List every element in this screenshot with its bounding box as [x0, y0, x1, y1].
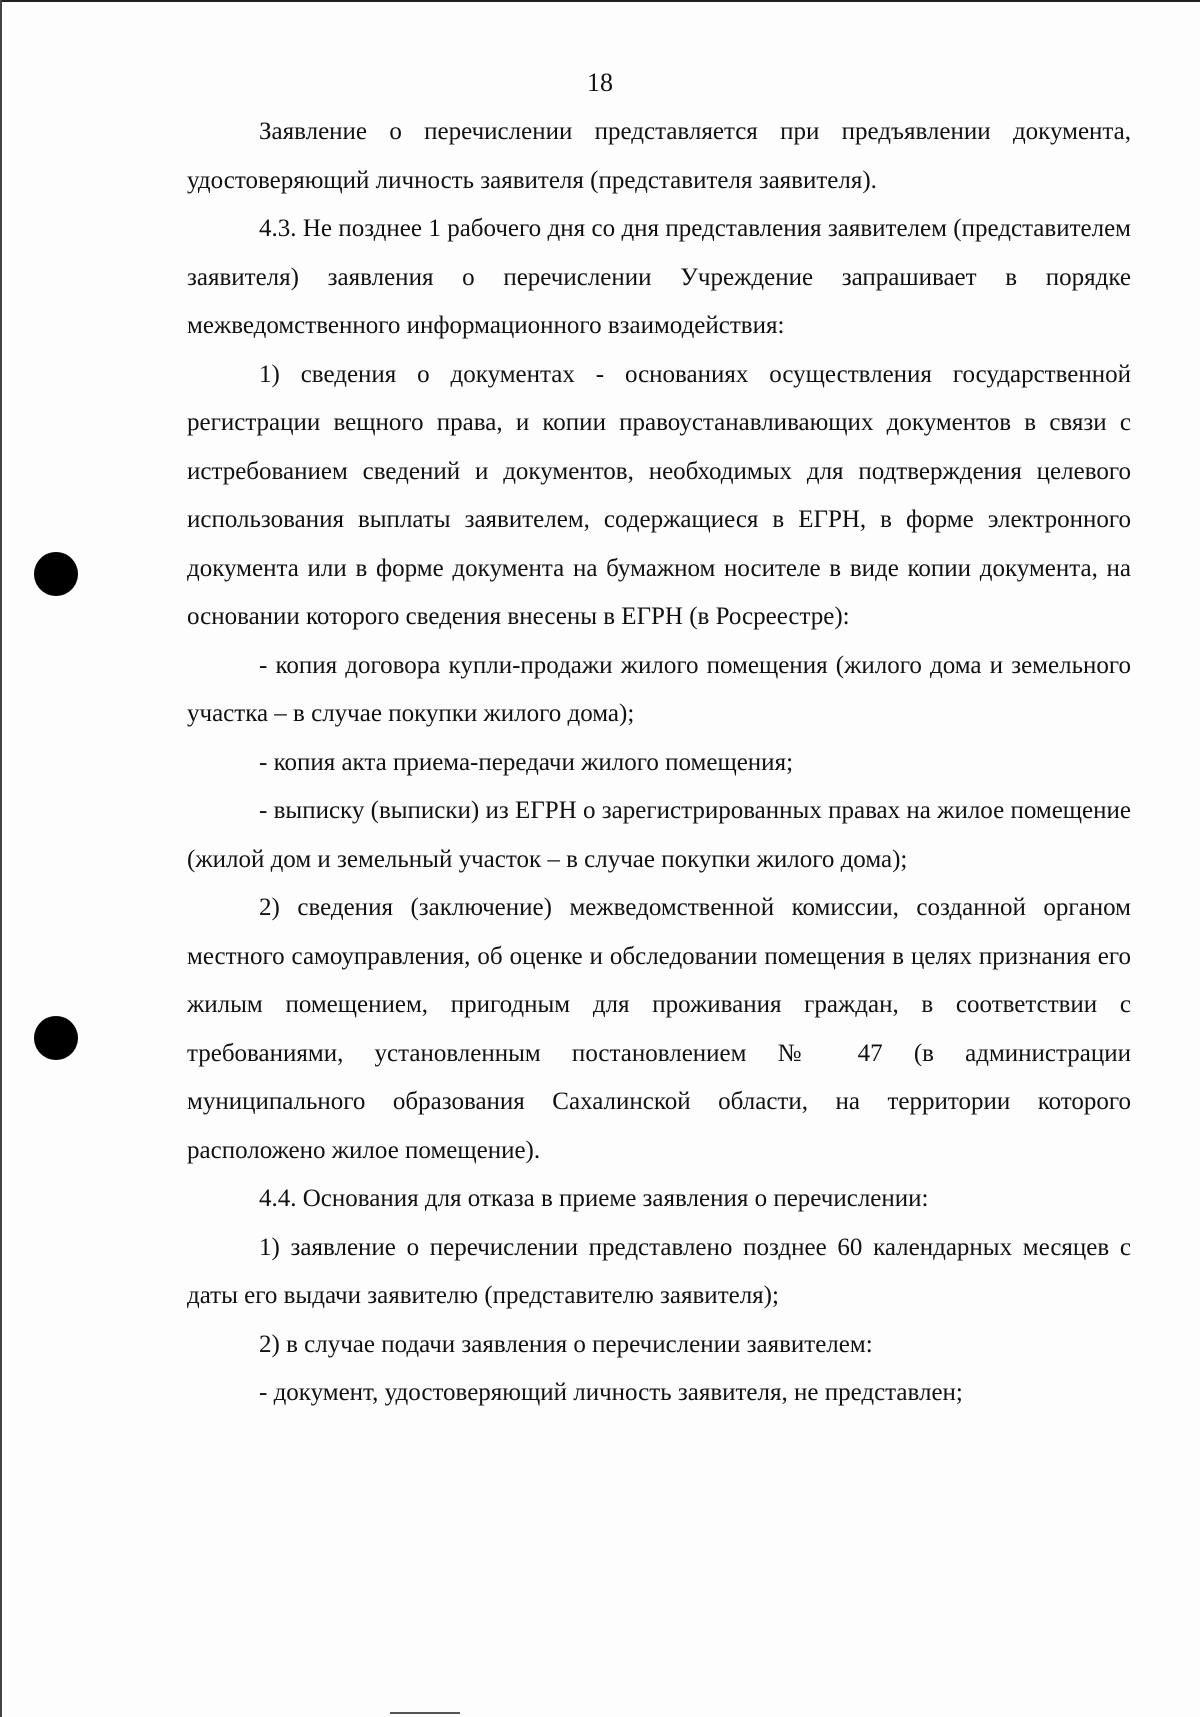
page-number: 18	[587, 68, 613, 97]
punch-hole-mark	[34, 552, 78, 596]
document-body	[187, 108, 1131, 1418]
punch-hole-mark	[34, 1016, 78, 1060]
paragraph: - копия акта приема-передачи жилого помещения;	[259, 748, 794, 776]
paragraph: - выписку (выписки) из ЕГРН о зарегистрированных правах на жилое помещение (жилой дом и земельный участок – в случае покупки жилого дома);	[187, 797, 1131, 873]
scan-left-edge	[0, 0, 2, 1717]
paragraph: 4.4. Основания для отказа в приеме заявления о перечислении:	[259, 1185, 929, 1212]
paragraph: 2) в случае подачи заявления о перечислении заявителем:	[259, 1330, 873, 1358]
paragraph: 1) заявление о перечислении представлено позднее 60 календарных месяцев с даты его выдачи заявителю (представителю заявителя);	[187, 1233, 1131, 1309]
paragraph: 2) сведения (заключение) межведомственной комиссии, созданной органом местного самоуправления, об оценке и обследовании помещения в целях признания его жилым помещением, пригодным для проживания граждан, в соответствии с требованиями, установленным постановлением № 47 (в администрации муниципального образования Сахалинской области, на территории которого расположено жилое помещение).	[187, 894, 1131, 1164]
paragraph: - документ, удостоверяющий личность заявителя, не представлен;	[259, 1379, 963, 1406]
paragraph: - копия договора купли-продажи жилого помещения (жилого дома и земельного участка – в случае покупки жилого дома);	[187, 651, 1131, 727]
paragraph: Заявление о перечислении представляется при предъявлении документа, удостоверяющий личность заявителя (представителя заявителя).	[187, 118, 1131, 194]
scan-top-edge	[0, 0, 1200, 2]
paragraph: 1) сведения о документах - основаниях осуществления государственной регистрации вещного права, и копии правоустанавливающих документов в связи с истребованием сведений и документов, необходимых для подтверждения целевого использования выплаты заявителем, содержащиеся в ЕГРН, в форме электронного документа или в форме документа на бумажном носителе в виде копии документа, на основании которого сведения внесены в ЕГРН (в Росреестре):	[187, 360, 1131, 630]
scan-bottom-mark	[390, 1712, 460, 1714]
paragraph: 4.3. Не позднее 1 рабочего дня со дня представления заявителем (представителем заявителя) заявления о перечислении Учреждение запрашивает в порядке межведомственного информационного взаимодействия:	[187, 215, 1131, 339]
